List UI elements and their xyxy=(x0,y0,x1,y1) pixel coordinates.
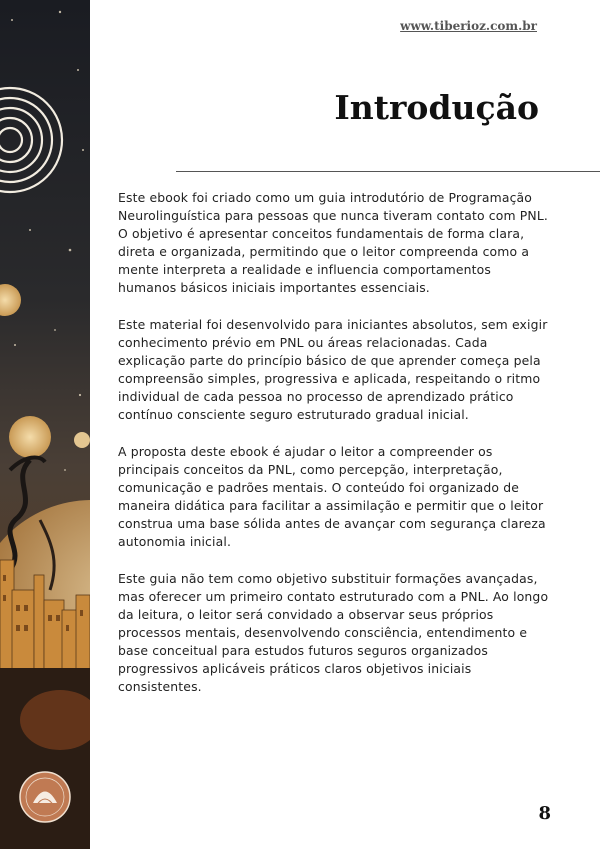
book-logo-badge xyxy=(20,772,70,822)
paragraph: A proposta deste ebook é ajudar o leitor a compreender os principais conceitos da PNL, como percepção, interpretação, comunicação e padrões mentais. O conteúdo foi organizado de maneira didática para facilitar a assimilação e permitir que o leitor construa uma base sólida antes de avançar com segurança clareza autonomia inicial. xyxy=(118,444,546,549)
page-title: Introdução xyxy=(334,88,539,127)
paragraph: Este material foi desenvolvido para iniciantes absolutos, sem exigir conhecimento prévio em PNL ou áreas relacionadas. Cada explicação parte do princípio básico de que aprender começa pela compreensão simples, progressiva e aplicada, respeitando o ritmo individual de cada pessoa no processo de aprendizado prático contínuo consciente seguro estruturado gradual inicial. xyxy=(118,317,548,422)
paragraph: Este ebook foi criado como um guia introdutório de Programação Neurolinguística para pessoas que nunca tiveram contato com PNL. O objetivo é apresentar conceitos fundamentais de forma clara, direta e organizada, permitindo que o leitor compreenda como a mente interpreta a realidade e influencia comportamentos humanos básicos iniciais importantes essenciais. xyxy=(118,190,548,295)
paragraph: Este guia não tem como objetivo substituir formações avançadas, mas oferecer um primeiro contato estruturado com a PNL. Ao longo da leitura, o leitor será convidado a observar seus próprios processos mentais, desenvolvendo consciência, entendimento e base conceitual para estudos futuros seguros organizados progressivos aplicáveis práticos claros objetivos iniciais consistentes. xyxy=(118,571,549,694)
site-url-link[interactable]: www.tiberioz.com.br xyxy=(400,19,537,33)
page-number: 8 xyxy=(538,803,551,824)
decorative-side-illustration xyxy=(0,0,90,849)
title-divider xyxy=(176,171,600,172)
body-text xyxy=(118,189,550,715)
